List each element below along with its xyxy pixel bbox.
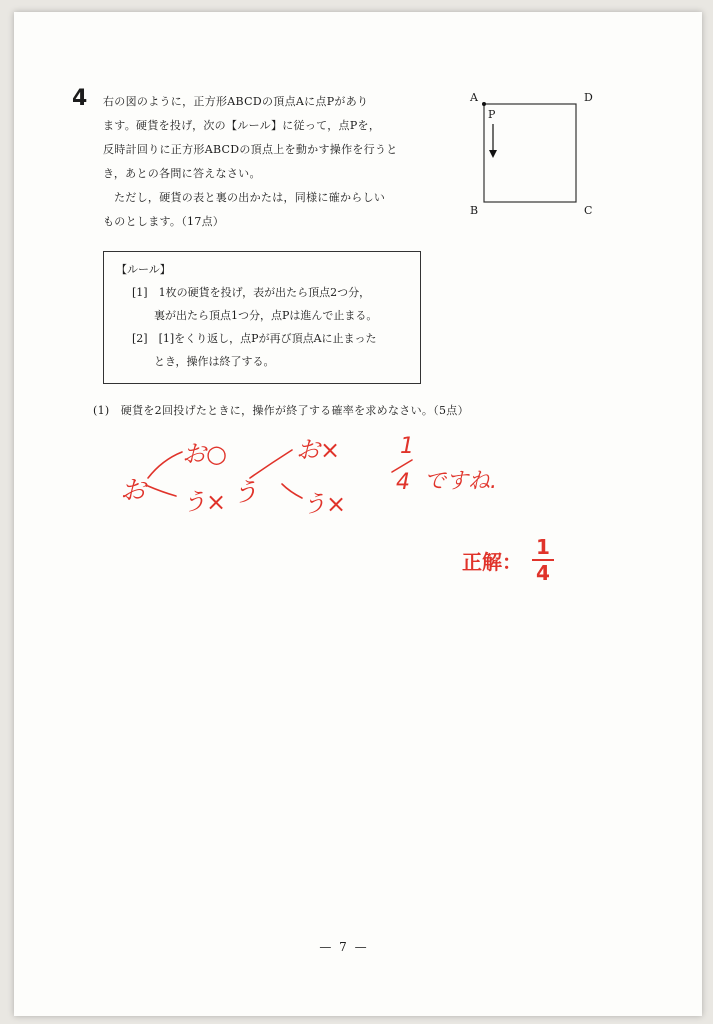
hand-note: ですね. xyxy=(424,469,497,494)
rule-item-cont: 裏が出たら頂点1つ分，点Pは進んで止まる。 xyxy=(154,309,378,322)
answer-numerator: 1 xyxy=(536,535,550,559)
hand-note: う× xyxy=(182,488,227,516)
subquestion-1: (1) 硬貨を2回投げたときに，操作が終了する確率を求めなさい。（5点） xyxy=(93,404,469,417)
label-p: P xyxy=(488,108,496,121)
rule-item-cont: とき，操作は終了する。 xyxy=(154,355,275,368)
rules-title: 【ルール】 xyxy=(116,263,171,276)
problem-line: き，あとの各問に答えなさい。 xyxy=(103,167,261,180)
point-p-dot xyxy=(482,102,486,106)
square-figure xyxy=(468,88,598,218)
problem-line: 右の図のように，正方形ABCDの頂点Aに点Pがあり xyxy=(103,95,369,108)
problem-text xyxy=(103,90,421,234)
question-number: 4 xyxy=(72,86,88,111)
problem-line: ものとします。（17点） xyxy=(103,215,225,228)
hand-fraction-num: 1 xyxy=(400,434,414,459)
handwritten-work xyxy=(110,420,530,520)
page-number: — 7 — xyxy=(319,940,369,954)
problem-line: ただし，硬貨の表と裏の出かたは，同様に確からしい xyxy=(114,191,386,204)
hand-note: お× xyxy=(296,436,341,464)
label-d: D xyxy=(584,91,593,104)
hand-fraction-den: 4 xyxy=(396,470,410,495)
branch-stroke xyxy=(148,486,176,496)
answer-fraction xyxy=(532,536,554,584)
problem-line: ます。硬貨を投げ，次の【ルール】に従って，点Pを， xyxy=(103,119,381,132)
hand-note: お○ xyxy=(182,440,227,468)
rule-item: [2] [1]をくり返し，点Pが再び頂点Aに止まった xyxy=(132,332,377,345)
hand-note: う× xyxy=(302,490,347,518)
label-a: A xyxy=(470,91,478,104)
answer-label: 正解： xyxy=(462,549,522,574)
hand-note: お xyxy=(120,476,147,506)
rules-box xyxy=(103,251,421,384)
hand-note: う xyxy=(232,478,259,508)
rule-item: [1] 1枚の硬貨を投げ，表が出たら頂点2つ分， xyxy=(132,286,371,299)
label-b: B xyxy=(470,204,479,217)
direction-arrow-icon xyxy=(489,150,497,158)
label-c: C xyxy=(584,204,593,217)
answer-denominator: 4 xyxy=(536,561,550,585)
square-abcd xyxy=(484,104,576,202)
problem-line: 反時計回りに正方形ABCDの頂点上を動かす操作を行うと xyxy=(103,143,398,156)
branch-stroke xyxy=(148,452,182,478)
correct-answer xyxy=(462,536,554,584)
branch-stroke xyxy=(282,484,302,498)
